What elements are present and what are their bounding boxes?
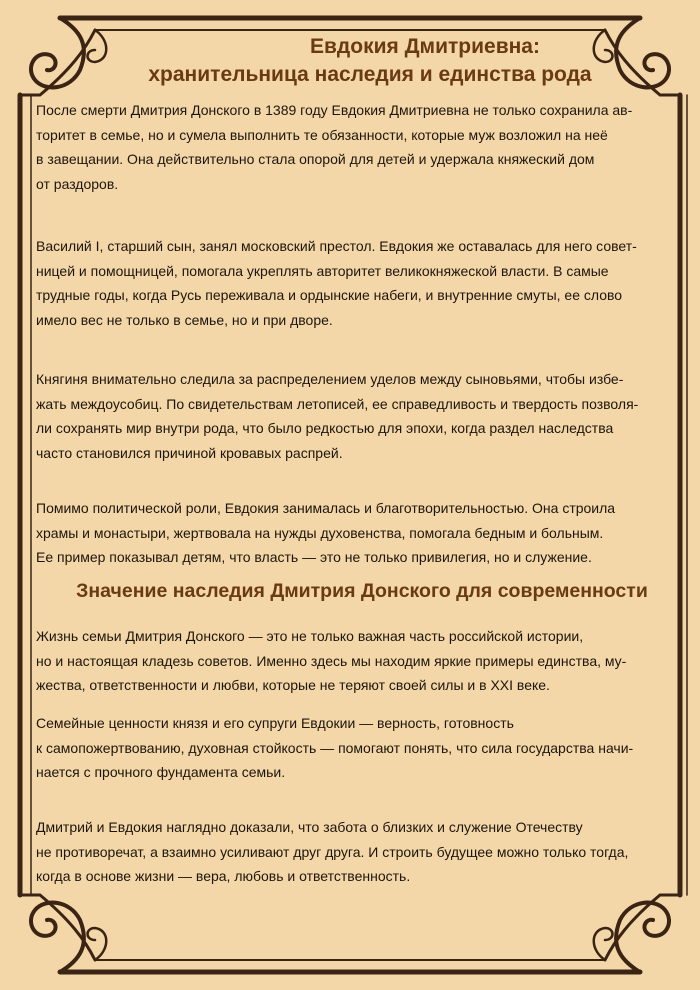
text-line: Дмитрий и Евдокия наглядно доказали, что забота о близких и служение Отечеству (36, 819, 583, 835)
section-heading: Значение наследия Дмитрия Донского для современности (76, 580, 648, 602)
text-line: Помимо политической роли, Евдокия занималась и благотворительностью. Она строила (36, 500, 616, 516)
text-line: жества, ответственности и любви, которые не теряют своей силы и в XXI веке. (36, 677, 550, 693)
text-line: После смерти Дмитрия Донского в 1389 году Евдокия Дмитриевна не только сохранила ав- (36, 102, 633, 118)
paragraph-7 (36, 815, 686, 889)
paragraph-4 (36, 496, 686, 570)
text-line: Княгиня внимательно следила за распределением уделов между сыновьями, чтобы избе- (36, 371, 624, 387)
title-line-1: Евдокия Дмитриевна: (310, 35, 540, 58)
text-line: нается с прочного фундамента семьи. (36, 764, 286, 780)
text-line: но и настоящая кладезь советов. Именно здесь мы находим яркие примеры единства, му- (36, 652, 627, 669)
text-line: в завещании. Она действительно стала опорой для детей и удержала княжеский дом (36, 151, 595, 167)
text-line: от раздоров. (36, 175, 119, 192)
text-line: когда в основе жизни — вера, любовь и ответственность. (36, 868, 411, 884)
text-line: Василий I, старший сын, занял московский престол. Евдокия же оставалась для него совет- (36, 238, 637, 254)
paragraph-1 (36, 98, 686, 196)
text-line: к самопожертвованию, духовная стойкость — помогают понять, что сила государства начи- (36, 739, 634, 756)
text-line: ли сохранять мир внутри рода, что было редкостью для эпохи, когда раздел наследства (36, 420, 614, 436)
paragraph-2 (36, 234, 686, 332)
page-title (60, 33, 680, 89)
text-line: трудные годы, когда Русь переживала и ордынские набеги, и внутренние смуты, ее слово (36, 287, 623, 303)
paragraph-5 (36, 624, 686, 698)
text-line: имело вес не только в семье, но и при дворе. (36, 311, 333, 328)
title-line-2: хранительница наследия и единства рода (148, 63, 592, 86)
text-line: Ее пример показывал детям, что власть — это не только привилегия, но и служение. (36, 549, 592, 565)
text-line: часто становился причиной кровавых распрей. (36, 444, 343, 461)
text-line: Жизнь семьи Дмитрия Донского — это не только важная часть российской истории, (36, 628, 584, 644)
paragraph-6 (36, 711, 686, 785)
text-line: ницей и помощницей, помогала укреплять авторитет великокняжеской власти. В самые (36, 262, 609, 279)
paragraph-3 (36, 367, 686, 465)
text-line: храмы и монастыри, жертвовала на нужды духовенства, помогала бедным и больным. (36, 524, 604, 541)
text-line: Семейные ценности князя и его супруги Евдокии — верность, готовность (36, 715, 514, 731)
text-line: жать междоусобиц. По свидетельствам летописей, ее справедливость и твердость позволя- (36, 395, 639, 412)
text-line: не противоречат, а взаимно усиливают друг друга. И строить будущее можно только тогда, (36, 843, 629, 860)
text-line: торитет в семье, но и сумела выполнить те обязанности, которые муж возложил на неё (36, 126, 608, 143)
